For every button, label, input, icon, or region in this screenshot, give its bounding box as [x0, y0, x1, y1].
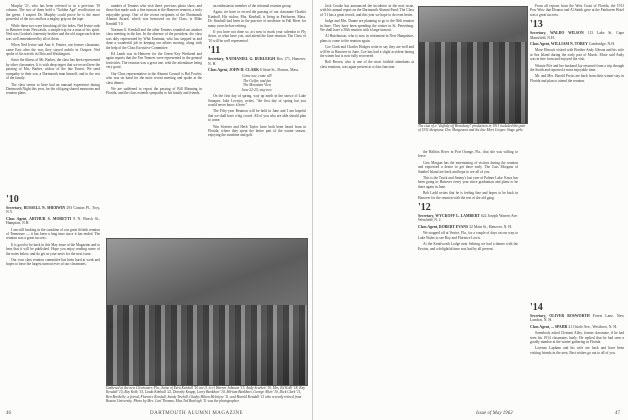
paragraph: the Halifax River in Port Orange, Fla., that she was willing to leave.: [418, 150, 518, 159]
class-numeral: '13: [530, 19, 543, 31]
class-numeral: '10: [6, 194, 19, 205]
class-agent: Class Agent, ... SPAHR 21 Oriole Ave., Westboro, N. H.: [530, 324, 618, 329]
paragraph: From all reports from the West Coast of Florida, the 1913 Pow Wow that Eleanor and Al Smith gave at the Fairhaven Hotel was a great success.: [530, 4, 624, 17]
class-1910-section: [6, 192, 100, 292]
page-number: 47: [615, 411, 620, 416]
class-secretary: Secretary, NATHANIEL G. BURLEIGH Box 171, Hanover, N. H.: [208, 57, 306, 66]
cast-photo: [418, 6, 528, 124]
paragraph: I am still basking in the sunshine of our great fiftieth reunion of Tennessee — it has been a long time since it has ended. The reunion was a great success.: [6, 227, 100, 241]
paragraph: This is the Truck and Jimmy's last year of Palmer Lake. Knox has been going to Hanover every year since graduation and plans to be there again in June.: [418, 176, 518, 189]
group-photo-caption: Gathered at the new Clearwater, Fla., home of Ezra Kendall '10 are (l. to r) Warren Johnson '13, Andy Scarlett '10, Mrs. Ed Kolb '18, Kay Kendall '15, Ray Kolb '15, Linda Kimball '22, Dorothy Knapp, Larry Bankhart '10, Miriam Bankhart, George Allen '10, Dick Clark '11, Ben Berthelle, a friend, Florence Kendall, Sandy Tewhill, Gladys Hilton McIntyre '11, and Harold Kendall '11 who recently retired from Boston University. Photo by Mrs. Carl Thomas; Max Ted Burleigh '11 was the photographer.: [106, 386, 306, 404]
paragraph: When Ned Irvine and Ann S. Fenner, our former classmate, came East after the war, they stayed awhile in Ossipee. Ned spoke of his travels in Ohio and Washington.: [6, 43, 100, 57]
paragraph: Again, we have to record the passing of our classmate Charles Kimball. His widow, Mrs. Kimball, is living in Fairhaven, Mass. Dr. Kimball had been in the practice of medicine in Fall River for many years before retiring.: [208, 10, 306, 28]
paragraph: Our own class reunion committee has been hard at work and hopes to have the largest turnout ever of our classmates.: [6, 258, 100, 267]
paragraph: If you have not done so, act now to mark your calendar to Fly down, or what have you, and attend the June reunion. The Class of '10 will be well represented.: [208, 30, 306, 43]
class-agent: Class Agent, WILLIAM N. TOBEY Cambridge, N.H.: [530, 42, 615, 47]
paragraph: Bob Brown, who is one of the most faithful attendants at class reunions, was again present at a class function.: [320, 60, 414, 69]
paragraph: Bob Ladd writes that he is feeling fine and hopes to be back in Hanover for the reunion with the rest of the old gang.: [418, 191, 518, 200]
paragraph: The Fifty-year Reunion will be held in June and I am hopeful that we shall have a big crowd. All of you who are able should plan to come.: [208, 109, 306, 123]
class-secretary: Secretary, WALDO WILSON 113 Lake St. Cape Mansfield, N.H.: [530, 31, 624, 40]
right-page: [316, 0, 628, 420]
paragraph: The class seems to have had an unusual experience during Dartmouth Night this year, for the old gang shared memories and reunion plans.: [6, 82, 100, 96]
issue-date: Issue of May 1962: [476, 411, 513, 416]
paragraph: Mose Elmcott visited with Brother Andy Gibson and his wife at Sea Island during the early part of March. Mose said Andy was in fine form and enjoyed the visit.: [530, 48, 624, 62]
cast-photo-caption: The cast of a "slightly off Broadway" production in 1911 included this pair of 1911 thespians: Doc Margesson and the late Mort Cooper. Stage girls.: [418, 124, 526, 133]
left-column-1: [6, 4, 100, 190]
photo-figures: [107, 305, 307, 385]
paragraph: Winnie Fife and her husband Jay returned from a trip through the South and reported a most enjoyable time.: [530, 63, 624, 73]
paragraph: Win Streeter and Herb Taylor have both been heard from in Florida, where they spent the better part of the winter season, enjoying the sunshine and golf.: [208, 124, 306, 138]
class-agent: Class Agent, ROBERT EVANS 32 Main St., Hanover, N. H.: [418, 224, 512, 229]
class-agent: Class Agent, ARTHUR S. MORETTI 8 N. Beach St., Hampton, N.H.: [6, 216, 100, 226]
paragraph: Coe Clark and Charles Hodges write to say they are well and will be at Hanover in June. Coe has had a slight accident during the winter but is now fully recovered.: [320, 45, 414, 59]
paragraph: We stopped off at Venice, Fla., for a couple of days on our way to Lake Wales to see Roy and Florence Lewis.: [418, 231, 518, 240]
class-1914-section: [530, 300, 624, 408]
paragraph: Norman G. Kendall and the other Tenners rounded out another class meeting in the Inn. In the absence of the president, the class was ably represented by Whit Eastman, who has stepped in and done a wonderful job in keeping our affairs moving, along with the help of the Class Executive Committee.: [106, 28, 202, 50]
right-column-2: [418, 150, 518, 408]
right-column-1: [320, 4, 414, 408]
class-secretary: Secretary, RUSSELL N. SHERWIN 293 Canton Pl., Troy, N.Y.: [6, 206, 100, 215]
paragraph: Murphy '21, who has been referred to in a previous '10 column. The two of them hold a "Golden Age" recollection on the green. I suspect Dr. Murphy could prove he is the more powerful of the two and has a mighty grip on the tape.: [6, 4, 100, 22]
paragraph: an enthusiastic member of the informal reunion group.: [213, 4, 292, 8]
paragraph: Mr. and Mrs. Harold Preiss are back from their winter stay in Florida and plan to attend the reunion.: [530, 74, 624, 83]
paragraph: Ed Lamb was in Hanover for the Green Key Weekend and again reports that the Ten Tenners were represented in the general festivities. The reunion was a great one, with the attendance being very good.: [106, 52, 202, 70]
paragraph: It is good to be back in this May issue of the Magazine and to hear that it will be published. Hope you enjoy reading some of the notes below, and do get us your news for the next issue.: [6, 242, 100, 256]
paragraph: Judge and Mrs. Dunne are planning to go to the 50th reunion in June. They have been spending the winter in St. Petersburg. We shall have a 50th reunion with a large turnout.: [320, 19, 414, 33]
photo-figures: [419, 42, 527, 123]
paragraph: On the first day of spring, way up north in the snows of Lake Sunapee, Jake Lovejoy writes, "the first day of spring but you would never know it here.": [208, 94, 306, 107]
paragraph: We are saddened to report the passing of Bill Manning in Florida, and the class extends sympathy to his family and friends.: [106, 86, 202, 96]
reunion-poem: Come one, come all! The Golfer, and fan The Mountain View June 22-25, stay two.: [241, 74, 273, 92]
left-page: [0, 0, 313, 420]
paragraph: Jack Croake has announced the incidence in the next issue, with his annual report on the Dartmouth Alumni Fund. The Class of '11 has a great record, and this year we hope to do even better.: [320, 4, 414, 17]
paragraph: At the Kenilworth Lodge near Sebring we had a dinner with the Erwins, and a delightful time was had by all present.: [418, 242, 518, 251]
class-secretary: Secretary, OLIVER BOSWORTH Forest Lane, New London, N. H.: [530, 314, 624, 323]
paragraph: Somebody asked Clement Alley, former classmate, if he had seen his 1914 classmates lately. He replied that he had seen a goodly number at the winter gathering in Florida.: [530, 331, 624, 345]
page-number: 46: [6, 411, 11, 416]
paragraph: Cass Morgan has the entertaining of visitors during the reunion and expressed a desire to get there early. The Cass Morgans of Sanibel Island are back and hope to see all of you.: [418, 160, 518, 174]
class-secretary: Secretary, WYCKOFF L. LAMBERT 622 Joseph Warren Ave. Westfield, N. J.: [418, 214, 518, 223]
paragraph: Al Hutchinson, who is now in retirement in New Hampshire, plans to come to the reunion again.: [320, 34, 414, 43]
left-column-2: [106, 4, 202, 234]
class-numeral: '11: [208, 45, 221, 57]
paragraph: While these two were knocking off the holes, Ned Irvine rode to Hanover from Newcastle, a simple trip for a man of his spirit. Ned was Gordon's fraternity brother and the old stagecoach drive was well remembered by all of them.: [6, 23, 100, 41]
right-column-3: [530, 4, 624, 294]
paragraph: Our Class representative to the Alumni Council is Hal Fowler, who was on hand for the most recent meeting and spoke at the class dinner.: [106, 71, 202, 85]
class-numeral: '12: [418, 202, 431, 214]
class-numeral: '14: [530, 302, 543, 313]
paragraph: Lorenzo Lapham and his wife are back and have been visiting friends in the area. Best wishes go out to all of you.: [530, 346, 624, 355]
magazine-name: DARTMOUTH ALUMNI MAGAZINE: [150, 411, 244, 416]
left-column-3: [208, 4, 306, 234]
paragraph: number of Tenners who visit there, previous photo show, and those that made such a fine turnout at the Hanover reunion, a truly enjoyable group. One of the recent recipients of the Dartmouth Alumni Award, which was bestowed on the Class, is Mike Kendall '10.: [106, 4, 202, 26]
class-agent: Class Agent, JOHN H. CLARK 6 State St., Boston, Mass.: [208, 68, 300, 73]
group-photo: [106, 238, 308, 386]
paragraph: Since the illness of Mr. Barber, the class has been represented by other classmates. It is with deep regret that we record here the passing of Mrs. Barber, widow of the late Ernest. We send sympathy to their son, a Dartmouth man himself, and to the rest of the family.: [6, 58, 100, 81]
